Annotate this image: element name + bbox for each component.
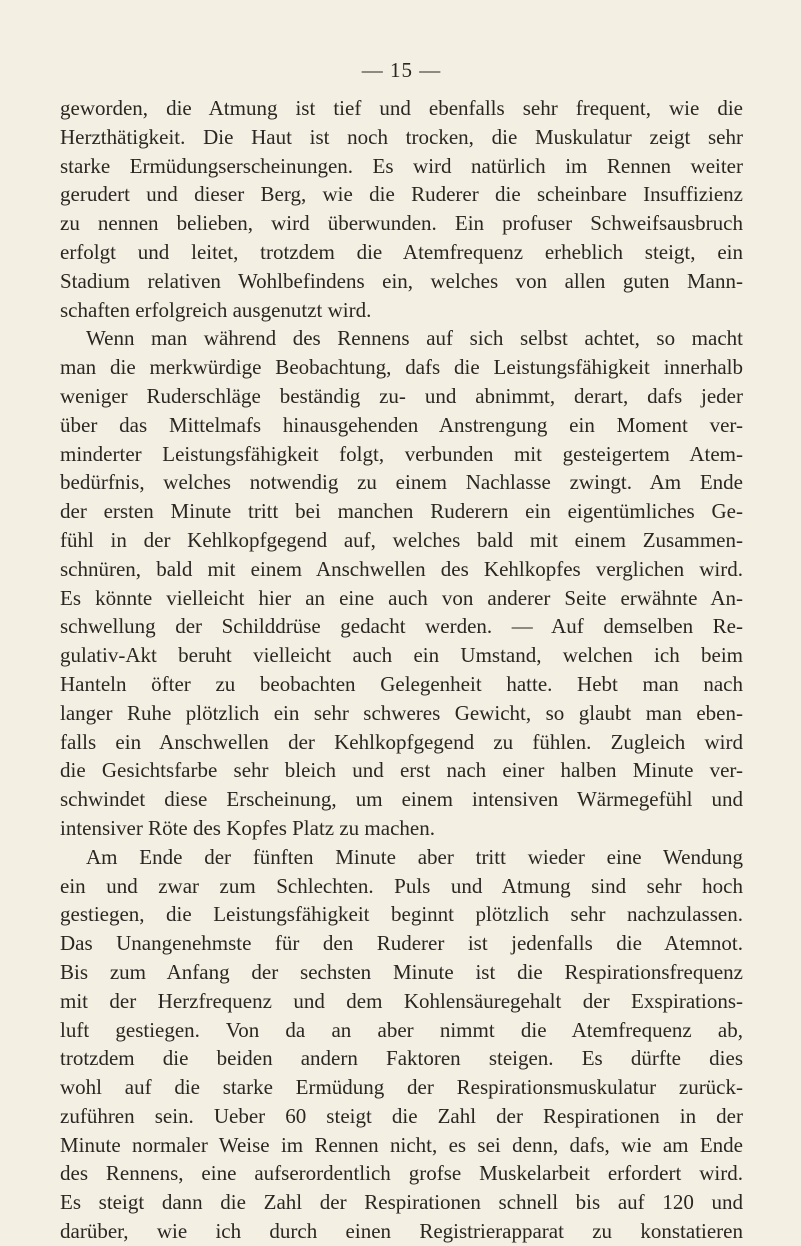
text-line: Bis zum Anfang der sechsten Minute ist die Respirationsfrequenz (60, 959, 743, 984)
text-line: Hanteln öfter zu beobachten Gelegenheit hatte. Hebt man nach (60, 671, 743, 696)
text-line: fühl in der Kehlkopfgegend auf, welches bald mit einem Zusammen- (60, 527, 743, 552)
text-line: gerudert und dieser Berg, wie die Ruderer die scheinbare Insuffizienz (60, 182, 743, 207)
text-line: zu nennen belieben, wird überwunden. Ein profuser Schweifsausbruch (60, 211, 743, 236)
text-line: die Gesichtsfarbe sehr bleich und erst nach einer halben Minute ver- (60, 758, 743, 783)
page-number: — 15 — (361, 58, 442, 82)
text-line: mit der Herzfrequenz und dem Kohlensäuregehalt der Exspirations- (60, 988, 743, 1013)
text-line: über das Mittelmafs hinausgehenden Anstrengung ein Moment ver- (60, 412, 743, 437)
text-line: bedürfnis, welches notwendig zu einem Nachlasse zwingt. Am Ende (60, 470, 743, 495)
text-line: ein und zwar zum Schlechten. Puls und Atmung sind sehr hoch (60, 873, 743, 898)
text-line: der ersten Minute tritt bei manchen Ruderern ein eigentümliches Ge- (60, 499, 743, 524)
text-line: langer Ruhe plötzlich ein sehr schweres Gewicht, so glaubt man eben- (60, 700, 743, 725)
text-line: gulativ-Akt beruht vielleicht auch ein Umstand, welchen ich beim (60, 643, 743, 668)
text-line: starke Ermüdungserscheinungen. Es wird natürlich im Rennen weiter (60, 153, 743, 178)
text-line: schaften erfolgreich ausgenutzt wird. (60, 297, 372, 322)
text-line: weniger Ruderschläge beständig zu- und abnimmt, derart, dafs jeder (60, 383, 743, 408)
text-line: falls ein Anschwellen der Kehlkopfgegend zu fühlen. Zugleich wird (60, 729, 743, 754)
body-text (60, 94, 743, 1246)
text-line: wohl auf die starke Ermüdung der Respirationsmuskulatur zurück- (60, 1075, 743, 1100)
text-line: trotzdem die beiden andern Faktoren steigen. Es dürfte dies (60, 1046, 743, 1071)
text-line: Wenn man während des Rennens auf sich selbst achtet, so macht (86, 326, 743, 351)
text-line: intensiver Röte des Kopfes Platz zu machen. (60, 815, 435, 840)
text-line: schnüren, bald mit einem Anschwellen des Kehlkopfes verglichen wird. (60, 556, 743, 581)
text-line: man die merkwürdige Beobachtung, dafs die Leistungsfähigkeit innerhalb (60, 355, 743, 380)
text-line: gestiegen, die Leistungsfähigkeit beginnt plötzlich sehr nachzulassen. (60, 902, 743, 927)
text-line: des Rennens, eine aufserordentlich grofse Muskelarbeit erfordert wird. (60, 1161, 743, 1186)
text-line: Am Ende der fünften Minute aber tritt wieder eine Wendung (86, 844, 743, 869)
text-line: luft gestiegen. Von da an aber nimmt die Atemfrequenz ab, (60, 1017, 743, 1042)
text-line: Herzthätigkeit. Die Haut ist noch trocken, die Muskulatur zeigt sehr (60, 124, 743, 149)
text-line: Das Unangenehmste für den Ruderer ist jedenfalls die Atemnot. (60, 931, 743, 956)
text-line: schwindet diese Erscheinung, um einem intensiven Wärmegefühl und (60, 787, 743, 812)
text-line: Es steigt dann die Zahl der Respirationen schnell bis auf 120 und (60, 1190, 743, 1215)
text-line: Stadium relativen Wohlbefindens ein, welches von allen guten Mann- (60, 268, 743, 293)
text-line: Es könnte vielleicht hier an eine auch von anderer Seite erwähnte An- (60, 585, 743, 610)
text-line: geworden, die Atmung ist tief und ebenfalls sehr frequent, wie die (60, 96, 743, 120)
text-line: zuführen sein. Ueber 60 steigt die Zahl der Respirationen in der (60, 1103, 743, 1128)
text-line: darüber, wie ich durch einen Registrierapparat zu konstatieren (60, 1219, 743, 1244)
text-line: erfolgt und leitet, trotzdem die Atemfrequenz erheblich steigt, ein (60, 239, 743, 264)
text-line: Minute normaler Weise im Rennen nicht, es sei denn, dafs, wie am Ende (60, 1132, 743, 1157)
book-page (60, 58, 743, 1246)
text-line: minderter Leistungsfähigkeit folgt, verbunden mit gesteigertem Atem- (60, 441, 743, 466)
text-line: schwellung der Schilddrüse gedacht werden. — Auf demselben Re- (60, 614, 743, 639)
